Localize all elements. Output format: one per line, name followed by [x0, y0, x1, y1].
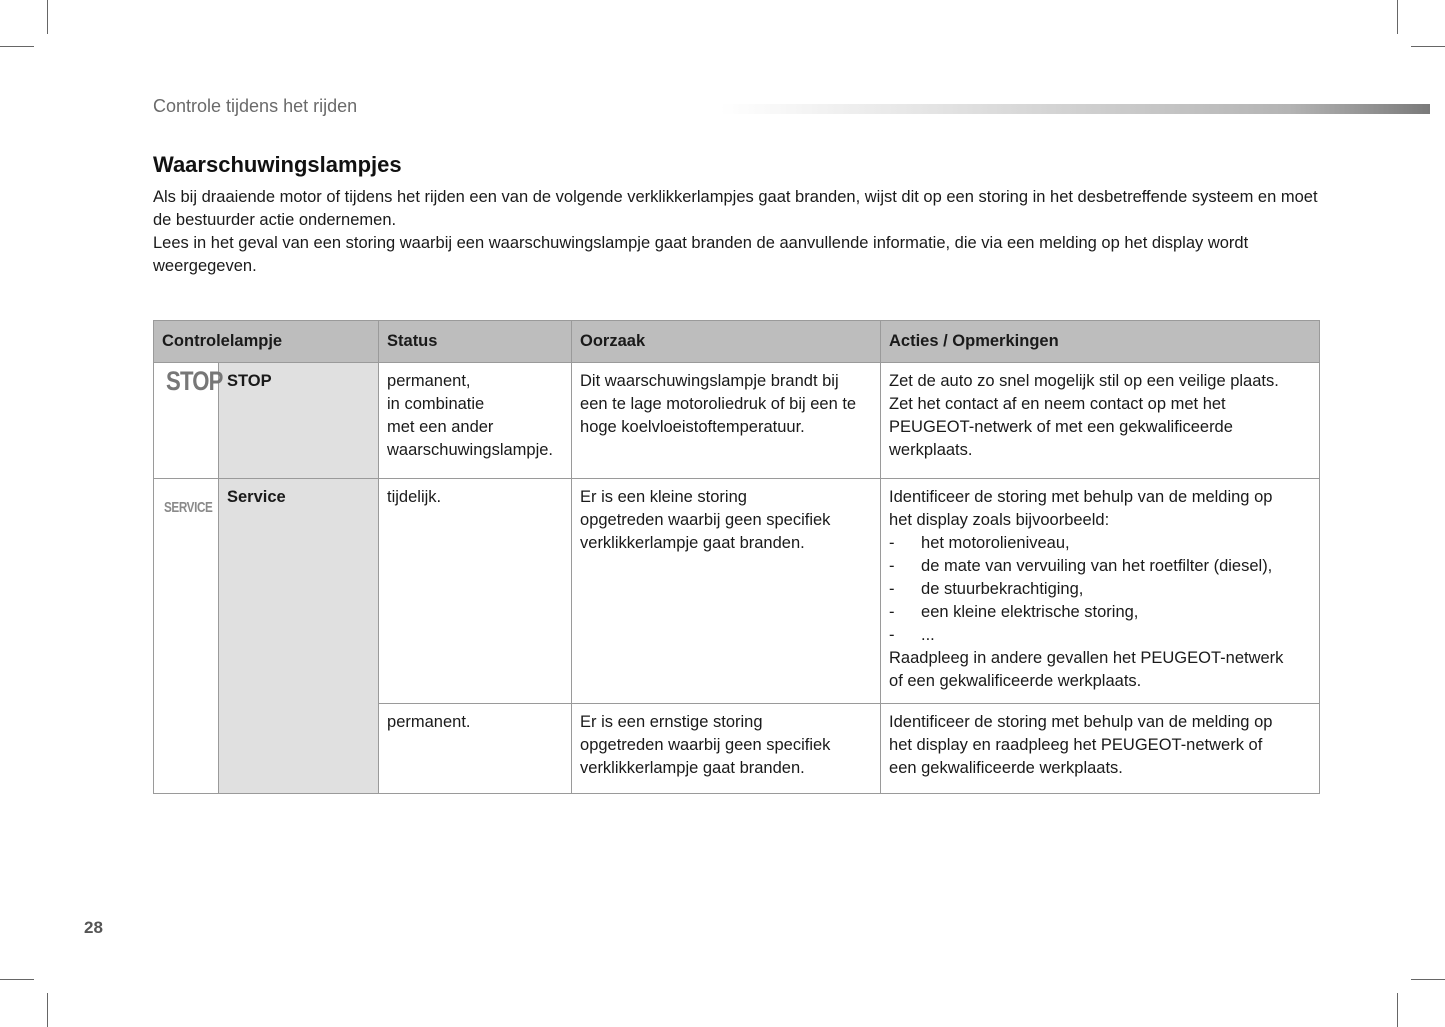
- list-item: [889, 532, 1311, 555]
- table-row: [154, 479, 1320, 704]
- dash-bullet: -: [889, 580, 895, 598]
- cause-cell: [572, 479, 881, 704]
- list-item: [889, 555, 1311, 578]
- column-header: Controlelampje: [154, 321, 379, 363]
- crop-mark: [1411, 979, 1445, 980]
- action-line: of een gekwalificeerde werkplaats.: [889, 672, 1142, 690]
- header-gradient-bar: [720, 104, 1430, 114]
- cause-line: opgetreden waarbij geen specifiek: [580, 511, 831, 529]
- dash-bullet: -: [889, 626, 895, 644]
- dash-bullet: -: [889, 534, 895, 552]
- column-header: Acties / Opmerkingen: [881, 321, 1320, 363]
- crop-mark: [47, 993, 48, 1027]
- intro-paragraph: Als bij draaiende motor of tijdens het rijden een van de volgende verklikkerlampjes gaat branden, wijst dit op een storing in het desbetreffende systeem en moet de bestuurder actie ondernemen.: [153, 188, 1318, 229]
- status-line: permanent,: [387, 372, 471, 390]
- cause-line: hoge koelvloeistoftemperatuur.: [580, 418, 805, 436]
- service-lamp-cell: [154, 479, 219, 794]
- action-line: Identificeer de storing met behulp van de melding op: [889, 713, 1273, 731]
- status-cell: tijdelijk.: [379, 479, 572, 704]
- action-line: het display en raadpleeg het PEUGEOT-netwerk of: [889, 736, 1263, 754]
- list-item-text: ...: [921, 626, 935, 644]
- actions-cell: [881, 363, 1320, 479]
- action-line: werkplaats.: [889, 441, 973, 459]
- column-header: Oorzaak: [572, 321, 881, 363]
- action-line: Identificeer de storing met behulp van de melding op: [889, 488, 1273, 506]
- chapter-title: Controle tijdens het rijden: [153, 96, 358, 116]
- action-line: Zet de auto zo snel mogelijk stil op een veilige plaats.: [889, 372, 1279, 390]
- dash-bullet: -: [889, 557, 895, 575]
- table-header-row: [154, 321, 1320, 363]
- list-item: [889, 624, 1311, 647]
- column-header: Status: [379, 321, 572, 363]
- cause-line: Er is een ernstige storing: [580, 713, 763, 731]
- lamp-name: Service: [219, 479, 379, 794]
- list-item-text: een kleine elektrische storing,: [921, 603, 1139, 621]
- crop-mark: [0, 979, 34, 980]
- intro-paragraph: Lees in het geval van een storing waarbij een waarschuwingslampje gaat branden de aanvullende informatie, die via een melding op het display wordt weergegeven.: [153, 234, 1249, 275]
- crop-mark: [1397, 993, 1398, 1027]
- table-row: [154, 363, 1320, 479]
- cause-line: Dit waarschuwingslampje brandt bij: [580, 372, 839, 390]
- list-item: [889, 601, 1311, 624]
- status-cell: permanent.: [379, 704, 572, 794]
- action-line: het display zoals bijvoorbeeld:: [889, 511, 1110, 529]
- status-line: met een ander: [387, 418, 494, 436]
- list-item-text: de stuurbekrachtiging,: [921, 580, 1084, 598]
- cause-line: verklikkerlampje gaat branden.: [580, 759, 805, 777]
- stop-lamp-cell: [154, 363, 223, 479]
- crop-mark: [0, 46, 34, 47]
- list-item: [889, 578, 1311, 601]
- actions-cell: [881, 704, 1320, 794]
- cause-line: een te lage motoroliedruk of bij een te: [580, 395, 857, 413]
- cause-cell: [572, 363, 881, 479]
- section-title: Waarschuwingslampjes: [153, 152, 402, 177]
- action-line: Zet het contact af en neem contact op met het: [889, 395, 1226, 413]
- cause-line: opgetreden waarbij geen specifiek: [580, 736, 831, 754]
- service-warning-icon: SERVICE: [164, 499, 213, 516]
- crop-mark: [47, 0, 48, 34]
- action-line: PEUGEOT-netwerk of met een gekwalificeerde: [889, 418, 1233, 436]
- list-item-text: het motorolieniveau,: [921, 534, 1070, 552]
- cause-line: Er is een kleine storing: [580, 488, 747, 506]
- status-cell: [379, 363, 572, 479]
- lamp-name: STOP: [219, 363, 379, 479]
- status-line: waarschuwingslampje.: [387, 441, 554, 459]
- actions-cell: [881, 479, 1320, 704]
- crop-mark: [1397, 0, 1398, 34]
- action-line: een gekwalificeerde werkplaats.: [889, 759, 1123, 777]
- stop-warning-icon: STOP: [166, 366, 223, 396]
- intro-text: [153, 186, 1323, 278]
- cause-cell: [572, 704, 881, 794]
- warning-lamps-table: [153, 320, 1320, 794]
- crop-mark: [1411, 46, 1445, 47]
- dash-bullet: -: [889, 603, 895, 621]
- page-number: 28: [84, 918, 103, 937]
- cause-line: verklikkerlampje gaat branden.: [580, 534, 805, 552]
- list-item-text: de mate van vervuiling van het roetfilter (diesel),: [921, 557, 1273, 575]
- status-line: in combinatie: [387, 395, 485, 413]
- action-line: Raadpleeg in andere gevallen het PEUGEOT-netwerk: [889, 649, 1284, 667]
